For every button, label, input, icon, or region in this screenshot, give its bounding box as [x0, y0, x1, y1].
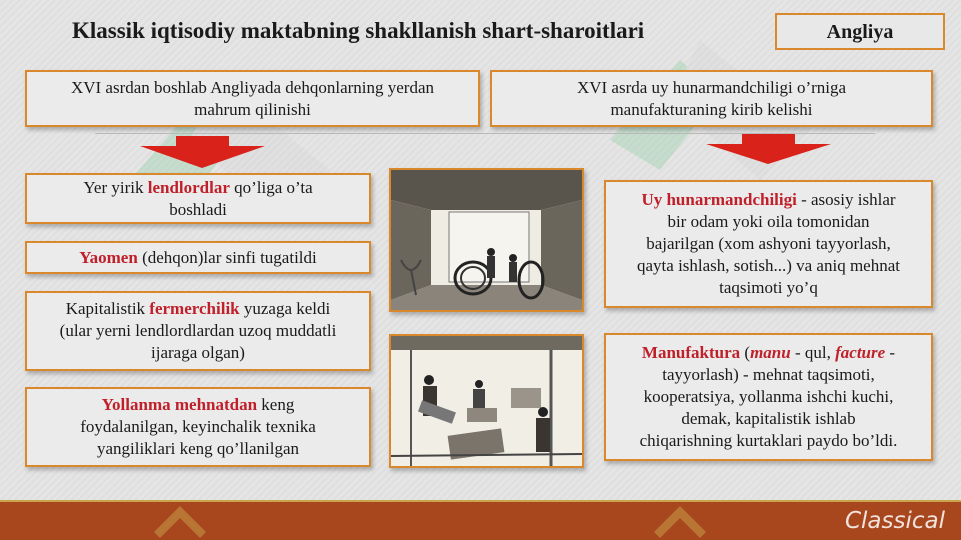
highlight-text: facture [835, 343, 886, 362]
text-line: foydalanilgan, keyinchalik texnika [80, 417, 316, 436]
text-line: bir odam yoki oila tomonidan [667, 212, 870, 231]
country-tag: Angliya [775, 13, 945, 50]
text-span: yuzaga keldi [239, 299, 331, 318]
hired-labor-box [25, 387, 371, 467]
text-span: ( [740, 343, 751, 362]
text-span: - qul, [790, 343, 836, 362]
manufactory-box [604, 333, 933, 461]
text-line: XVI asrda uy hunarmandchiligi o’rniga [576, 77, 847, 97]
text-line: ijaraga olgan) [151, 343, 245, 362]
text-span: keng [257, 395, 295, 414]
text-line: boshladi [169, 199, 227, 219]
text-line: qayta ishlash, sotish...) va aniq mehnat [637, 256, 900, 275]
text-line: kooperatsiya, yollanma ishchi kuchi, [643, 387, 894, 406]
text-line: tayyorlash) - mehnat taqsimoti, [662, 365, 875, 384]
yeomen-box [25, 241, 371, 274]
arrow-down-icon [140, 136, 265, 168]
highlight-text: Uy hunarmandchiligi [641, 190, 797, 209]
workshop-engraving-image [389, 168, 584, 312]
highlight-text: manu [750, 343, 791, 362]
landlords-box [25, 173, 371, 224]
text-line: (ular yerni lendlordlardan uzoq muddatli [59, 321, 337, 340]
footer-bar [0, 500, 961, 540]
text-line: XVI asrdan boshlab Angliyada dehqonlarning yerdan [70, 77, 435, 97]
highlight-text: fermerchilik [149, 299, 240, 318]
diamond-ornament-icon [650, 502, 710, 540]
highlight-text: Yollanma mehnatdan [101, 395, 258, 414]
diamond-ornament-icon [150, 502, 210, 540]
manufactory-engraving-image [389, 334, 584, 468]
page-title: Klassik iqtisodiy maktabning shakllanish shart-sharoitlari [72, 18, 645, 43]
text-line: yangiliklari keng qo’llanilgan [96, 439, 300, 458]
highlight-text: Manufaktura [641, 343, 741, 362]
text-span: (dehqon)lar sinfi tugatildi [137, 247, 317, 267]
top-right-box [490, 70, 933, 127]
text-span: Kapitalistik [65, 299, 150, 318]
text-span: - asosiy ishlar [796, 190, 896, 209]
text-line: taqsimoti yo’q [719, 278, 818, 297]
farming-box [25, 291, 371, 371]
text-span: - [885, 343, 896, 362]
home-craft-box [604, 180, 933, 308]
highlight-text: Yaomen [79, 247, 138, 267]
text-line: chiqarishning kurtaklari paydo bo’ldi. [639, 431, 898, 450]
text-line: manufakturaning kirib kelishi [610, 99, 813, 119]
text-line: mahrum qilinishi [194, 99, 311, 119]
text-line: bajarilgan (xom ashyoni tayyorlash, [646, 234, 891, 253]
text-line: demak, kapitalistik ishlab [681, 409, 856, 428]
top-left-box [25, 70, 480, 127]
text-span: qo’liga o’ta [229, 177, 313, 197]
highlight-text: lendlordlar [147, 177, 230, 197]
arrow-down-icon [706, 134, 831, 164]
text-span: Yer yirik [83, 177, 148, 197]
footer-label: Classical [844, 508, 945, 534]
